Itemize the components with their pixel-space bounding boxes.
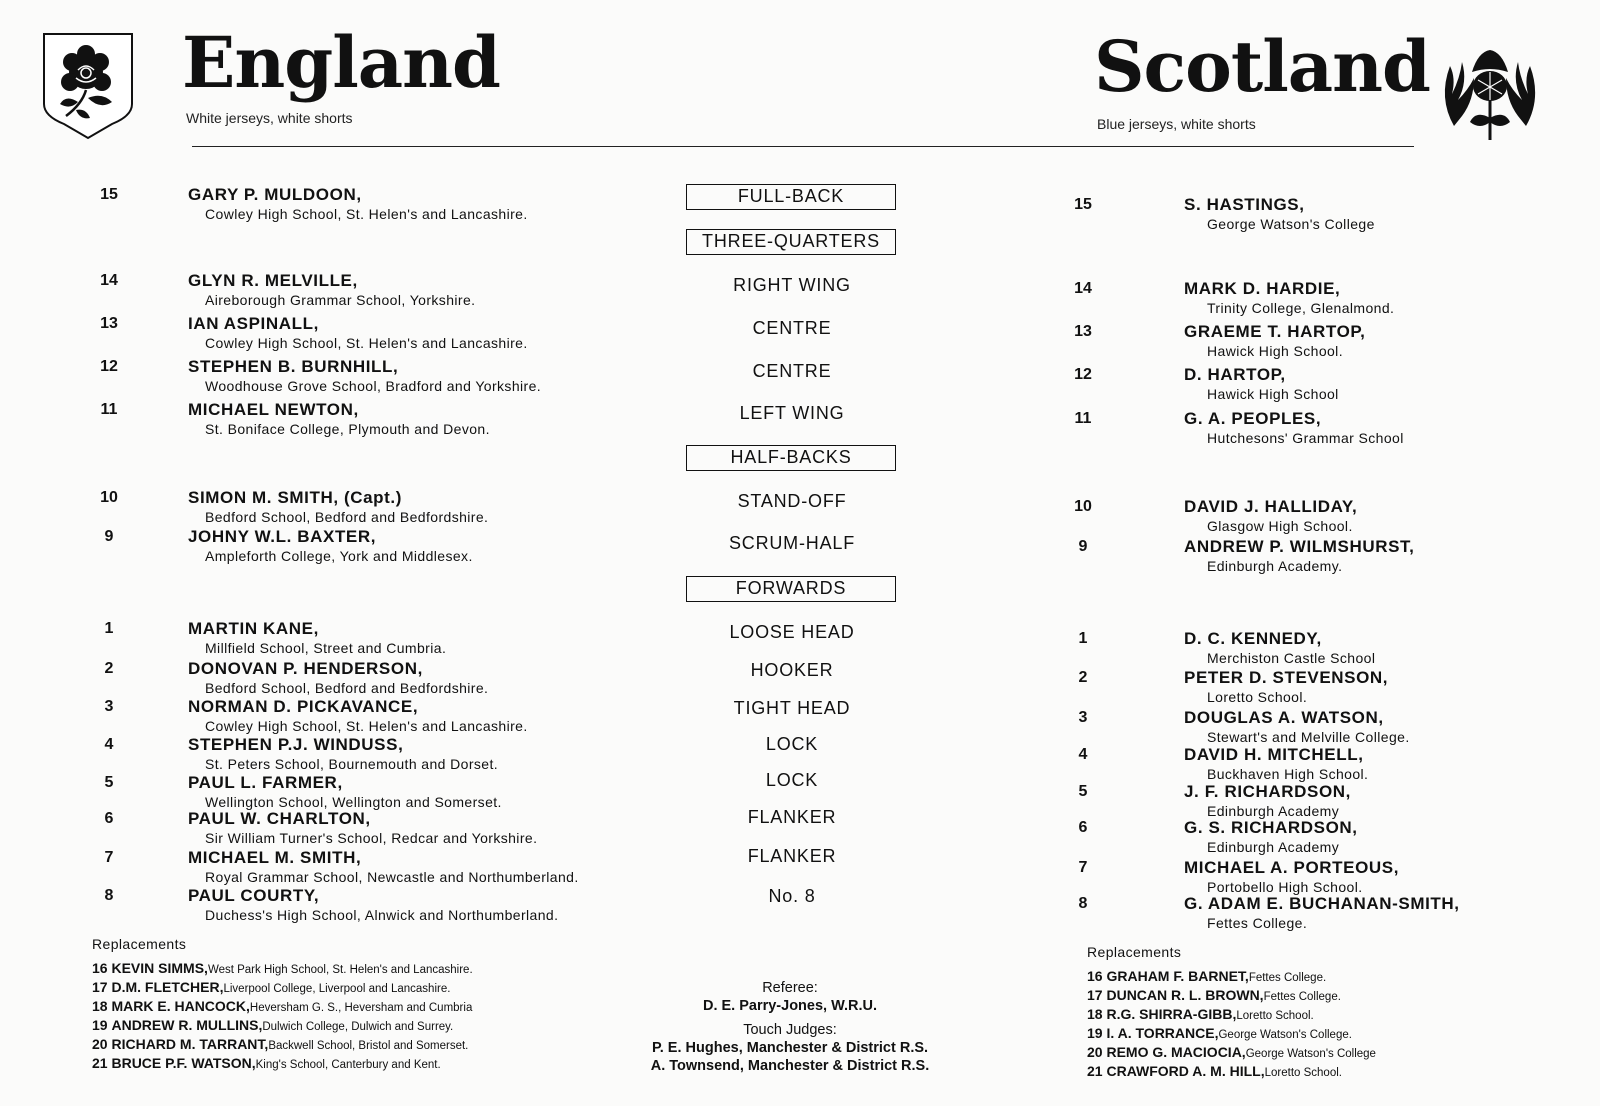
england-player-name: GLYN R. MELVILLE, <box>188 271 358 290</box>
scotland-player-name: G. S. RICHARDSON, <box>1184 818 1358 837</box>
rose-shield-icon <box>42 32 134 142</box>
scotland-player-number: 1 <box>1078 630 1088 647</box>
england-player-school: St. Peters School, Bournemouth and Dorset. <box>205 756 499 772</box>
england-replacement-name: RICHARD M. TARRANT, <box>111 1036 269 1052</box>
scotland-player-name: G. ADAM E. BUCHANAN-SMITH, <box>1184 894 1460 913</box>
england-player-school: Ampleforth College, York and Middlesex. <box>205 548 473 564</box>
england-replacement-name: KEVIN SIMMS, <box>111 960 208 976</box>
position-flanker: FLANKER <box>747 807 837 827</box>
england-player-school: Cowley High School, St. Helen's and Lancashire. <box>205 718 528 734</box>
scotland-player-number: 2 <box>1078 669 1088 686</box>
england-replacements-title: Replacements <box>92 936 187 952</box>
england-player-school: Cowley High School, St. Helen's and Lancashire. <box>205 335 528 351</box>
scotland-player-school: George Watson's College <box>1207 216 1375 232</box>
scotland-replacement-school: George Watson's College <box>1245 1048 1376 1060</box>
england-player-number: 13 <box>100 315 118 332</box>
scotland-player-name: G. A. PEOPLES, <box>1184 409 1322 428</box>
england-replacement-number: 20 <box>92 1036 108 1052</box>
england-replacement-school: Liverpool College, Liverpool and Lancashire. <box>223 983 451 995</box>
england-replacement-name: BRUCE P.F. WATSON, <box>111 1055 256 1071</box>
scotland-replacement-name: R.G. SHIRRA-GIBB, <box>1106 1006 1237 1022</box>
position-left-wing: LEFT WING <box>739 403 845 423</box>
england-player-number: 5 <box>104 774 114 791</box>
scotland-replacement-name: GRAHAM F. BARNET, <box>1106 968 1249 984</box>
scotland-replacement-school: George Watson's College. <box>1218 1029 1352 1041</box>
scotland-replacement-row <box>1087 968 1326 984</box>
england-replacement-row <box>92 1055 441 1071</box>
england-player-school: Bedford School, Bedford and Bedfordshire. <box>205 680 489 696</box>
position-right-wing: RIGHT WING <box>733 275 851 295</box>
england-replacement-number: 18 <box>92 998 108 1014</box>
england-kit: White jerseys, white shorts <box>186 110 353 126</box>
england-replacement-name: MARK E. HANCOCK, <box>111 998 250 1014</box>
scotland-player-number: 9 <box>1078 538 1088 555</box>
england-replacement-school: Backwell School, Bristol and Somerset. <box>268 1040 469 1052</box>
england-replacement-name: ANDREW R. MULLINS, <box>111 1017 263 1033</box>
england-player-name: PAUL W. CHARLTON, <box>188 809 371 828</box>
scotland-player-number: 3 <box>1078 709 1088 726</box>
scotland-player-number: 7 <box>1078 859 1088 876</box>
position-centre: CENTRE <box>752 318 832 338</box>
scotland-player-number: 12 <box>1074 366 1092 383</box>
scotland-replacement-school: Fettes College. <box>1248 972 1327 984</box>
scotland-player-school: Stewart's and Melville College. <box>1207 729 1410 745</box>
scotland-player-school: Fettes College. <box>1207 915 1308 931</box>
england-replacement-row <box>92 960 473 976</box>
england-player-name: SIMON M. SMITH, (Capt.) <box>188 488 403 507</box>
scotland-replacement-row <box>1087 1006 1314 1022</box>
position-hooker: HOOKER <box>750 660 834 680</box>
england-player-school: Bedford School, Bedford and Bedfordshire. <box>205 509 489 525</box>
scotland-player-number: 8 <box>1078 895 1088 912</box>
scotland-player-school: Hawick High School <box>1207 386 1339 402</box>
england-player-name: MICHAEL M. SMITH, <box>188 848 362 867</box>
scotland-player-school: Glasgow High School. <box>1207 518 1353 534</box>
england-replacement-name: D.M. FLETCHER, <box>111 979 224 995</box>
england-player-school: Woodhouse Grove School, Bradford and Yorkshire. <box>205 378 542 394</box>
scotland-replacement-number: 18 <box>1087 1006 1103 1022</box>
referee-label: Referee: <box>762 980 818 996</box>
england-player-name: NORMAN D. PICKAVANCE, <box>188 697 419 716</box>
position-lock: LOCK <box>765 734 819 754</box>
header-full-back: FULL-BACK <box>686 184 896 210</box>
scotland-player-name: D. C. KENNEDY, <box>1184 629 1322 648</box>
england-player-school: Royal Grammar School, Newcastle and Northumberland. <box>205 869 579 885</box>
scotland-replacement-school: Loretto School. <box>1236 1010 1314 1022</box>
header-half-backs: HALF-BACKS <box>686 445 896 471</box>
scotland-player-school: Edinburgh Academy <box>1207 803 1340 819</box>
scotland-player-name: MARK D. HARDIE, <box>1184 279 1341 298</box>
scotland-player-name: ANDREW P. WILMSHURST, <box>1184 537 1415 556</box>
england-player-number: 11 <box>100 401 118 418</box>
england-player-school: Aireborough Grammar School, Yorkshire. <box>205 292 476 308</box>
scotland-kit: Blue jerseys, white shorts <box>1097 116 1256 132</box>
position-stand-off: STAND-OFF <box>737 491 847 511</box>
scotland-player-number: 6 <box>1078 819 1088 836</box>
england-replacement-row <box>92 998 472 1014</box>
england-player-school: Millfield School, Street and Cumbria. <box>205 640 447 656</box>
england-player-school: Sir William Turner's School, Redcar and Yorkshire. <box>205 830 538 846</box>
england-player-name: MICHAEL NEWTON, <box>188 400 359 419</box>
scotland-replacement-row <box>1087 987 1341 1003</box>
scotland-player-name: S. HASTINGS, <box>1184 195 1305 214</box>
england-player-name: STEPHEN P.J. WINDUSS, <box>188 735 404 754</box>
england-player-name: MARTIN KANE, <box>188 619 319 638</box>
scotland-player-school: Edinburgh Academy. <box>1207 558 1343 574</box>
position-lock-2: LOCK <box>765 770 819 790</box>
scotland-player-school: Buckhaven High School. <box>1207 766 1369 782</box>
scotland-player-school: Merchiston Castle School <box>1207 650 1376 666</box>
scotland-player-number: 4 <box>1078 746 1088 763</box>
scotland-player-school: Portobello High School. <box>1207 879 1363 895</box>
england-player-school: Wellington School, Wellington and Somerset. <box>205 794 502 810</box>
scotland-player-number: 11 <box>1074 410 1092 427</box>
england-player-school: St. Boniface College, Plymouth and Devon. <box>205 421 490 437</box>
scotland-player-number: 13 <box>1074 323 1092 340</box>
england-player-number: 12 <box>100 358 118 375</box>
referee-name: D. E. Parry-Jones, W.R.U. <box>702 998 878 1014</box>
england-player-name: GARY P. MULDOON, <box>188 185 362 204</box>
england-replacement-number: 16 <box>92 960 108 976</box>
england-player-name: PAUL COURTY, <box>188 886 320 905</box>
scotland-replacement-name: CRAWFORD A. M. HILL, <box>1106 1063 1265 1079</box>
scotland-player-name: DOUGLAS A. WATSON, <box>1184 708 1384 727</box>
england-replacement-number: 19 <box>92 1017 108 1033</box>
scotland-replacement-number: 20 <box>1087 1044 1103 1060</box>
england-player-number: 10 <box>100 489 118 506</box>
scotland-replacement-name: I. A. TORRANCE, <box>1106 1025 1219 1041</box>
scotland-replacement-school: Fettes College. <box>1263 991 1341 1003</box>
england-player-number: 15 <box>100 186 118 203</box>
england-replacement-row <box>92 1017 453 1033</box>
england-player-number: 9 <box>104 528 114 545</box>
touch-judge-1: P. E. Hughes, Manchester & District R.S. <box>651 1040 929 1056</box>
england-player-school: Cowley High School, St. Helen's and Lancashire. <box>205 206 528 222</box>
england-replacement-number: 21 <box>92 1055 108 1071</box>
scotland-player-school: Edinburgh Academy <box>1207 839 1340 855</box>
england-player-name: STEPHEN B. BURNHILL, <box>188 357 399 376</box>
england-player-number: 3 <box>104 698 114 715</box>
position-tight-head: TIGHT HEAD <box>733 698 851 718</box>
scotland-player-name: DAVID J. HALLIDAY, <box>1184 497 1358 516</box>
england-player-number: 2 <box>104 660 114 677</box>
england-replacement-school: Heversham G. S., Heversham and Cumbria <box>249 1002 473 1014</box>
scotland-replacements-title: Replacements <box>1087 944 1182 960</box>
scotland-player-name: DAVID H. MITCHELL, <box>1184 745 1364 764</box>
scotland-player-number: 10 <box>1074 498 1092 515</box>
scotland-player-number: 14 <box>1074 280 1092 297</box>
scotland-player-name: GRAEME T. HARTOP, <box>1184 322 1366 341</box>
position-scrum-half: SCRUM-HALF <box>728 533 855 553</box>
touch-judge-2: A. Townsend, Manchester & District R.S. <box>650 1058 930 1074</box>
england-player-number: 1 <box>104 620 114 637</box>
england-player-name: JOHNY W.L. BAXTER, <box>188 527 377 546</box>
scotland-player-number: 5 <box>1078 783 1088 800</box>
scotland-replacement-number: 21 <box>1087 1063 1103 1079</box>
touch-judges-label: Touch Judges: <box>743 1022 837 1038</box>
scotland-player-school: Loretto School. <box>1207 689 1308 705</box>
england-player-school: Duchess's High School, Alnwick and Northumberland. <box>205 907 559 923</box>
england-player-name: PAUL L. FARMER, <box>188 773 343 792</box>
scotland-replacement-row <box>1087 1025 1352 1041</box>
england-replacement-row <box>92 979 450 995</box>
header-forwards: FORWARDS <box>686 576 896 602</box>
position-number-8: No. 8 <box>768 886 816 906</box>
england-replacement-number: 17 <box>92 979 108 995</box>
scotland-player-school: Trinity College, Glenalmond. <box>1207 300 1395 316</box>
position-centre-2: CENTRE <box>752 361 832 381</box>
england-player-number: 14 <box>100 272 118 289</box>
england-player-number: 8 <box>104 887 114 904</box>
scotland-replacement-name: REMO G. MACIOCIA, <box>1106 1044 1246 1060</box>
england-player-name: IAN ASPINALL, <box>188 314 319 333</box>
header-rule <box>192 146 1414 147</box>
scotland-player-name: J. F. RICHARDSON, <box>1184 782 1351 801</box>
scotland-player-name: D. HARTOP, <box>1184 365 1286 384</box>
england-replacement-school: King's School, Canterbury and Kent. <box>255 1059 441 1071</box>
scotland-replacement-school: Loretto School. <box>1264 1067 1342 1079</box>
scotland-replacement-number: 19 <box>1087 1025 1103 1041</box>
scotland-player-name: MICHAEL A. PORTEOUS, <box>1184 858 1400 877</box>
england-player-number: 4 <box>104 736 114 753</box>
scotland-replacement-number: 17 <box>1087 987 1103 1003</box>
position-loose-head: LOOSE HEAD <box>729 622 855 642</box>
england-replacement-school: West Park High School, St. Helen's and Lancashire. <box>207 964 473 976</box>
scotland-replacement-row <box>1087 1063 1342 1079</box>
position-flanker-2: FLANKER <box>747 846 837 866</box>
scotland-player-school: Hutchesons' Grammar School <box>1207 430 1404 446</box>
scotland-player-number: 15 <box>1074 196 1092 213</box>
england-replacement-school: Dulwich College, Dulwich and Surrey. <box>262 1021 454 1033</box>
scotland-player-name: PETER D. STEVENSON, <box>1184 668 1389 687</box>
scotland-title: Scotland <box>1094 25 1430 108</box>
england-player-number: 7 <box>104 849 114 866</box>
england-replacement-row <box>92 1036 468 1052</box>
england-player-number: 6 <box>104 810 114 827</box>
thistle-wreath-icon <box>1434 38 1546 146</box>
scotland-replacement-row <box>1087 1044 1376 1060</box>
scotland-player-school: Hawick High School. <box>1207 343 1343 359</box>
england-title: England <box>182 21 500 104</box>
header-three-quarters: THREE-QUARTERS <box>686 229 896 255</box>
scotland-replacement-number: 16 <box>1087 968 1103 984</box>
scotland-replacement-name: DUNCAN R. L. BROWN, <box>1106 987 1264 1003</box>
england-player-name: DONOVAN P. HENDERSON, <box>188 659 423 678</box>
